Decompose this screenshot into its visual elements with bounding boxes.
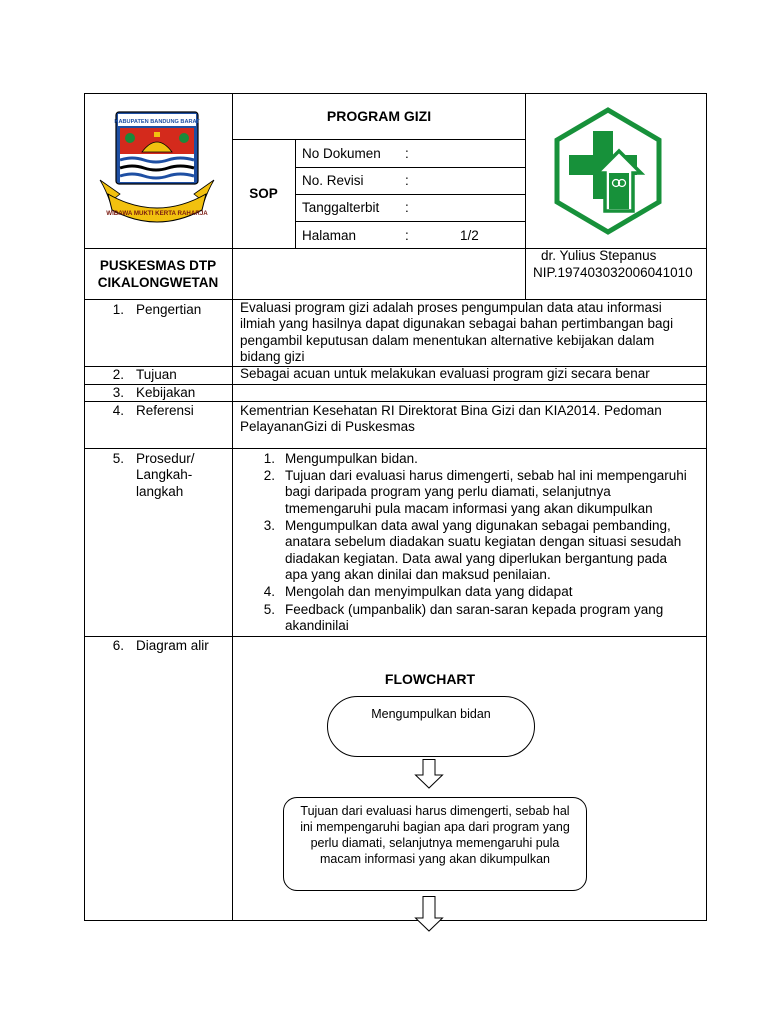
- section-5-number: 5.: [112, 451, 124, 466]
- sop-label: SOP: [249, 186, 278, 201]
- step-3-text: diadakan kegiatan. Data awal yang diperlukan bergantung pada: [285, 551, 668, 566]
- program-title: PROGRAM GIZI: [326, 108, 432, 124]
- section-4-text-line: Kementrian Kesehatan RI Direktorat Bina Gizi dan KIA2014. Pedoman: [240, 403, 662, 418]
- kabupaten-logo: [96, 110, 218, 230]
- field-halaman-value: 1/2: [460, 228, 479, 243]
- flowchart-arrow-1: [414, 759, 444, 789]
- field-halaman-label: Halaman: [302, 228, 357, 243]
- section-1-label: Pengertian: [136, 302, 202, 317]
- step-1-text: Mengumpulkan bidan.: [285, 451, 418, 466]
- step-3-text: apa yang akan dinilai dan maksud penilaian.: [285, 567, 551, 582]
- section-6-number: 6.: [112, 638, 124, 653]
- flowchart-node-2-text: Tujuan dari evaluasi harus dimengerti, sebab hal: [300, 804, 570, 818]
- flowchart-node-2-text: ini mempengaruhi bagian apa dari program yang: [300, 820, 570, 834]
- step-1-number: 1.: [263, 451, 275, 466]
- body-right-border: [706, 300, 707, 921]
- field-divider-3: [295, 221, 526, 222]
- header-top-border: [84, 93, 707, 94]
- step-2-text: Tujuan dari evaluasi harus dimengerti, sebab hal ini mempengaruhi: [285, 468, 687, 483]
- field-no-dokumen-label: No Dokumen: [302, 146, 381, 161]
- step-4-number: 4.: [263, 584, 275, 599]
- row-divider-s5: [84, 636, 707, 637]
- step-3-text: Mengumpulkan data awal yang digunakan sebagai pembanding,: [285, 518, 671, 533]
- signer-nip: NIP.197403032006041010: [533, 265, 693, 280]
- section-1-text-line: pengambil keputusan dalam menentukan alternative kebijakan dalam: [240, 333, 655, 348]
- section-1-text-line: Evaluasi program gizi adalah proses pengumpulan data atau informasi: [240, 300, 662, 315]
- field-tanggal-terbit-label: Tanggalterbit: [302, 200, 380, 215]
- section-1-text-line: ilmiah yang hasilnya dapat digunakan sebagai bahan pertimbangan bagi: [240, 316, 674, 331]
- section-1-number: 1.: [112, 302, 124, 317]
- section-4-label: Referensi: [136, 403, 194, 418]
- section-5-label-line: langkah: [136, 484, 184, 499]
- step-2-number: 2.: [263, 468, 275, 483]
- section-3-label: Kebijakan: [136, 385, 196, 400]
- field-no-revisi-sep: :: [405, 173, 409, 188]
- step-3-text: anatara sebelum diadakan suatu kegiatan dengan situasi sesudah: [285, 534, 682, 549]
- flowchart-node-2-text: macam informasi yang akan dikumpulkan: [320, 852, 550, 866]
- section-4-text-line: PelayananGizi di Puskesmas: [240, 419, 415, 434]
- section-5-label-line: Prosedur/: [136, 451, 195, 466]
- title-row-divider: [232, 139, 526, 140]
- step-4-text: Mengolah dan menyimpulkan data yang didapat: [285, 584, 573, 599]
- section-2-text-line: Sebagai acuan untuk melakukan evaluasi program gizi secara benar: [240, 366, 650, 381]
- step-2-text: bagi daripada program yang perlu diamati, selanjutnya: [285, 484, 611, 499]
- row-divider-s4: [84, 448, 707, 449]
- flowchart-title: FLOWCHART: [384, 671, 476, 687]
- field-tanggal-terbit-sep: :: [405, 200, 409, 215]
- header-right-border: [706, 93, 707, 300]
- step-5-number: 5.: [263, 602, 275, 617]
- flowchart-arrow-2: [414, 896, 444, 932]
- section-6-label: Diagram alir: [136, 638, 209, 653]
- section-5-label-line: Langkah-: [136, 467, 193, 482]
- section-4-number: 4.: [112, 403, 124, 418]
- step-5-text: akandinilai: [285, 618, 349, 633]
- section-3-number: 3.: [112, 385, 124, 400]
- org-name-line2: CIKALONGWETAN: [97, 275, 219, 290]
- step-5-text: Feedback (umpanbalik) dan saran-saran kepada program yang: [285, 602, 664, 617]
- section-2-number: 2.: [112, 367, 124, 382]
- step-2-text: tmemengaruhi pula macam informasi yang akan dikumpulkan: [285, 501, 653, 516]
- logo-top-text: KABUPATEN BANDUNG BARAT: [114, 119, 200, 125]
- org-name-line1: PUSKESMAS DTP: [99, 258, 217, 273]
- flowchart-node-1-text: Mengumpulkan bidan: [371, 707, 491, 721]
- body-bottom-border: [84, 920, 707, 921]
- step-3-number: 3.: [263, 518, 275, 533]
- field-halaman-sep: :: [405, 228, 409, 243]
- section-1-text-line: bidang gizi: [240, 349, 305, 364]
- body-left-border: [84, 300, 85, 921]
- signer-name: dr. Yulius Stepanus: [541, 248, 657, 263]
- body-col-divider: [232, 300, 233, 921]
- section-2-label: Tujuan: [136, 367, 177, 382]
- field-divider-2: [295, 194, 526, 195]
- field-no-dokumen-sep: :: [405, 146, 409, 161]
- flowchart-node-2-text: perlu diamati, selanjutnya memengaruhi pula: [310, 836, 560, 850]
- field-no-revisi-label: No. Revisi: [302, 173, 364, 188]
- field-divider-1: [295, 167, 526, 168]
- logo-motto: WIBAWA MUKTI KERTA RAHARJA: [106, 210, 208, 217]
- puskesmas-logo: [553, 107, 663, 235]
